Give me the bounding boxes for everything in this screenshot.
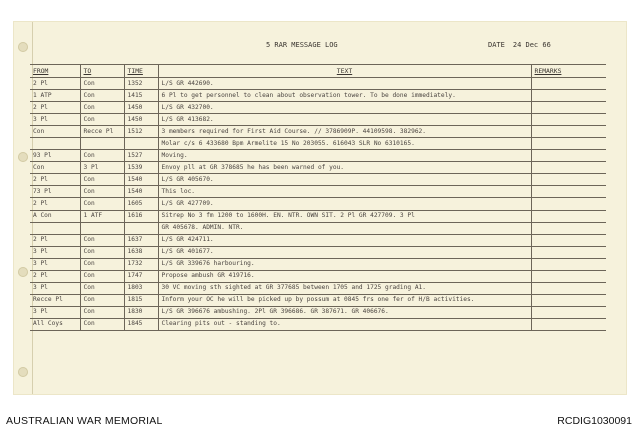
cell-to: Con <box>80 78 124 90</box>
cell-to: Recce Pl <box>80 126 124 138</box>
cell-time: 1845 <box>124 318 158 330</box>
cell-to: Con <box>80 258 124 270</box>
message-log-table <box>30 64 606 331</box>
cell-from: Con <box>30 162 80 174</box>
cell-text: L/S GR 405670. <box>158 174 531 186</box>
cell-remarks <box>531 162 606 174</box>
cell-time <box>124 138 158 150</box>
cell-text: This loc. <box>158 186 531 198</box>
cell-time: 1637 <box>124 234 158 246</box>
table-row <box>30 150 606 162</box>
cell-time: 1512 <box>124 126 158 138</box>
cell-to: Con <box>80 150 124 162</box>
cell-remarks <box>531 282 606 294</box>
cell-remarks <box>531 294 606 306</box>
cell-text: Molar c/s 6 433680 Bpm Armelite 15 No 203055. 616043 SLR No 6310165. <box>158 138 531 150</box>
table-row <box>30 294 606 306</box>
cell-from <box>30 222 80 234</box>
cell-remarks <box>531 102 606 114</box>
col-header-to: TO <box>80 65 124 78</box>
cell-text: L/S GR 413682. <box>158 114 531 126</box>
cell-to <box>80 222 124 234</box>
cell-to: Con <box>80 234 124 246</box>
table-row <box>30 162 606 174</box>
cell-to: Con <box>80 198 124 210</box>
table-row <box>30 270 606 282</box>
cell-text: Inform your OC he will be picked up by possum at 0845 frs one fer of H/B activities. <box>158 294 531 306</box>
table-row <box>30 282 606 294</box>
table-row <box>30 126 606 138</box>
cell-time: 1605 <box>124 198 158 210</box>
cell-to <box>80 138 124 150</box>
cell-remarks <box>531 198 606 210</box>
date-value: 24 Dec 66 <box>512 41 551 49</box>
cell-text: L/S GR 427709. <box>158 198 531 210</box>
table-row <box>30 210 606 222</box>
cell-time: 1539 <box>124 162 158 174</box>
cell-remarks <box>531 222 606 234</box>
cell-from: All Coys <box>30 318 80 330</box>
cell-time: 1616 <box>124 210 158 222</box>
cell-time: 1352 <box>124 78 158 90</box>
cell-from: 2 Pl <box>30 198 80 210</box>
cell-time: 1450 <box>124 102 158 114</box>
table-row <box>30 246 606 258</box>
institution-label: AUSTRALIAN WAR MEMORIAL <box>6 415 163 427</box>
cell-from <box>30 138 80 150</box>
cell-to: Con <box>80 174 124 186</box>
cell-from: A Con <box>30 210 80 222</box>
cell-text: L/S GR 401677. <box>158 246 531 258</box>
table-row <box>30 306 606 318</box>
cell-time: 1815 <box>124 294 158 306</box>
cell-to: Con <box>80 282 124 294</box>
punch-hole <box>18 367 28 377</box>
cell-text: L/S GR 442690. <box>158 78 531 90</box>
cell-to: 1 ATF <box>80 210 124 222</box>
cell-remarks <box>531 270 606 282</box>
cell-remarks <box>531 234 606 246</box>
cell-from: 3 Pl <box>30 282 80 294</box>
punch-hole <box>18 267 28 277</box>
cell-from: 3 Pl <box>30 246 80 258</box>
cell-text: L/S GR 339676 harbouring. <box>158 258 531 270</box>
table-row <box>30 318 606 330</box>
cell-to: Con <box>80 294 124 306</box>
cell-text: L/S GR 432700. <box>158 102 531 114</box>
table-header-row <box>30 65 606 78</box>
cell-text: Moving. <box>158 150 531 162</box>
cell-remarks <box>531 210 606 222</box>
cell-to: Con <box>80 186 124 198</box>
cell-time: 1732 <box>124 258 158 270</box>
cell-text: L/S GR 396676 ambushing. 2Pl GR 396686. GR 387671. GR 406676. <box>158 306 531 318</box>
punch-hole <box>18 152 28 162</box>
table-row <box>30 78 606 90</box>
cell-time: 1450 <box>124 114 158 126</box>
cell-from: 2 Pl <box>30 234 80 246</box>
table-row <box>30 258 606 270</box>
table-row <box>30 114 606 126</box>
col-header-remarks: REMARKS <box>531 65 606 78</box>
col-header-text: TEXT <box>158 65 531 78</box>
cell-to: Con <box>80 306 124 318</box>
cell-text: 30 VC moving sth sighted at GR 377685 between 1705 and 1725 grading A1. <box>158 282 531 294</box>
cell-text: Clearing pits out - standing to. <box>158 318 531 330</box>
cell-text: GR 405678. ADMIN. NTR. <box>158 222 531 234</box>
cell-remarks <box>531 246 606 258</box>
cell-remarks <box>531 90 606 102</box>
table-row <box>30 138 606 150</box>
cell-from: 3 Pl <box>30 258 80 270</box>
table-row <box>30 102 606 114</box>
cell-from: 2 Pl <box>30 102 80 114</box>
col-header-from: FROM <box>30 65 80 78</box>
cell-time: 1540 <box>124 186 158 198</box>
cell-remarks <box>531 318 606 330</box>
log-date <box>488 41 551 49</box>
cell-from: 73 Pl <box>30 186 80 198</box>
cell-from: 2 Pl <box>30 270 80 282</box>
date-label: DATE <box>488 41 505 49</box>
log-title: 5 RAR MESSAGE LOG <box>266 41 338 49</box>
cell-time: 1540 <box>124 174 158 186</box>
cell-text: 6 Pl to get personnel to clean about observation tower. To be done immediately. <box>158 90 531 102</box>
cell-remarks <box>531 138 606 150</box>
cell-time: 1803 <box>124 282 158 294</box>
cell-remarks <box>531 174 606 186</box>
cell-from: Con <box>30 126 80 138</box>
cell-remarks <box>531 126 606 138</box>
cell-text: Envoy pll at GR 378685 he has been warned of you. <box>158 162 531 174</box>
punch-hole <box>18 42 28 52</box>
cell-remarks <box>531 306 606 318</box>
cell-time <box>124 222 158 234</box>
cell-time: 1830 <box>124 306 158 318</box>
cell-time: 1415 <box>124 90 158 102</box>
reference-label: RCDIG1030091 <box>557 415 632 427</box>
table-row <box>30 174 606 186</box>
cell-text: Sitrep No 3 fm 1200 to 1600H. EN. NTR. OWN SIT. 2 Pl GR 427709. 3 Pl <box>158 210 531 222</box>
table-row <box>30 186 606 198</box>
col-header-time: TIME <box>124 65 158 78</box>
cell-to: 3 Pl <box>80 162 124 174</box>
cell-to: Con <box>80 318 124 330</box>
table-row <box>30 234 606 246</box>
cell-to: Con <box>80 102 124 114</box>
cell-from: 93 Pl <box>30 150 80 162</box>
cell-remarks <box>531 186 606 198</box>
table-row <box>30 198 606 210</box>
cell-to: Con <box>80 246 124 258</box>
cell-text: 3 members required for First Aid Course. // 3786909P. 44109598. 382962. <box>158 126 531 138</box>
cell-from: 1 ATP <box>30 90 80 102</box>
table-body <box>30 78 606 331</box>
cell-time: 1527 <box>124 150 158 162</box>
cell-from: Recce Pl <box>30 294 80 306</box>
cell-remarks <box>531 150 606 162</box>
cell-from: 2 Pl <box>30 174 80 186</box>
cell-time: 1638 <box>124 246 158 258</box>
table-row <box>30 222 606 234</box>
cell-from: 3 Pl <box>30 306 80 318</box>
cell-remarks <box>531 78 606 90</box>
cell-text: L/S GR 424711. <box>158 234 531 246</box>
table-row <box>30 90 606 102</box>
cell-remarks <box>531 258 606 270</box>
cell-from: 3 Pl <box>30 114 80 126</box>
cell-to: Con <box>80 114 124 126</box>
cell-time: 1747 <box>124 270 158 282</box>
cell-from: 2 Pl <box>30 78 80 90</box>
cell-remarks <box>531 114 606 126</box>
cell-text: Propose ambush GR 419716. <box>158 270 531 282</box>
cell-to: Con <box>80 90 124 102</box>
cell-to: Con <box>80 270 124 282</box>
